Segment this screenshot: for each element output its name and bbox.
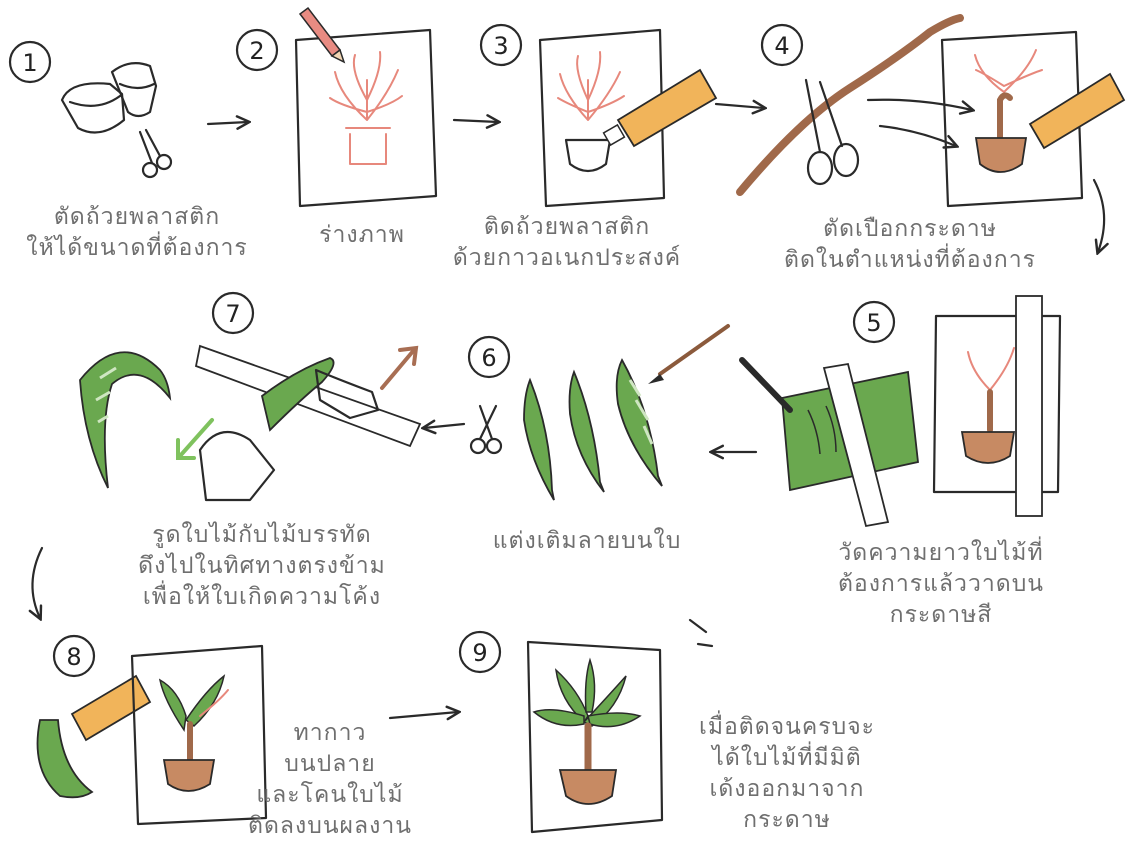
flow-arrow <box>454 120 498 122</box>
pencil-icon <box>742 360 790 410</box>
flow-arrow <box>1094 180 1104 252</box>
pull-arrow-green <box>178 420 212 458</box>
step-number-6 <box>469 337 509 377</box>
glue-tube-icon <box>72 676 150 740</box>
svg-text:6: 6 <box>481 344 497 372</box>
leaf-cutout-1 <box>524 380 554 500</box>
flow-arrow <box>32 548 42 618</box>
step-8-caption-line: ทากาว <box>293 720 367 746</box>
step-number-3 <box>481 25 521 65</box>
scissors-icon <box>471 406 501 453</box>
step-5-caption-line: วัดความยาวใบไม้ที่ <box>838 540 1044 566</box>
svg-text:3: 3 <box>493 32 509 60</box>
pop-out-marks <box>690 620 712 646</box>
step-2-caption-line: ร่างภาพ <box>319 222 405 248</box>
step-7-caption-line: เพื่อให้ใบเกิดความโค้ง <box>142 584 382 610</box>
step-7-caption <box>112 520 412 613</box>
svg-text:9: 9 <box>472 639 488 667</box>
step-number-9 <box>460 632 500 672</box>
ruler-with-hands <box>196 346 420 500</box>
step-8-caption-line: ติดลงบนผลงาน <box>248 813 412 839</box>
step-7-caption-line: รูดใบไม้กับไม้บรรทัด <box>152 522 372 548</box>
svg-text:5: 5 <box>866 309 882 337</box>
step-9-caption <box>672 712 902 836</box>
step-5-caption-line: ต้องการแล้ววาดบน <box>837 571 1045 597</box>
pencil-icon <box>300 8 344 62</box>
svg-text:2: 2 <box>249 37 265 65</box>
step-1-caption-line: ตัดถ้วยพลาสติก <box>53 204 221 230</box>
ruler-icon <box>1016 296 1042 516</box>
step-6-caption-line: แต่งเติมลายบนใบ <box>492 528 682 554</box>
step-9-caption-line: เมื่อติดจนครบจะ <box>698 714 876 740</box>
svg-text:7: 7 <box>225 300 241 328</box>
flow-arrow <box>868 100 972 110</box>
paper-bark-stick <box>740 18 960 192</box>
step-number-4 <box>762 25 802 65</box>
step-1-caption <box>2 202 272 264</box>
step-3-caption-line: ด้วยกาวอเนกประสงค์ <box>452 245 682 271</box>
step-6-caption <box>462 526 712 557</box>
step-8-caption-line: บนปลาย <box>284 751 376 777</box>
step-8-caption-line: และโคนใบไม้ <box>256 782 404 808</box>
step-4-caption <box>760 214 1060 276</box>
step-1-caption-line: ให้ได้ขนาดที่ต้องการ <box>26 235 248 261</box>
step-3-caption <box>432 212 702 274</box>
step-4-caption-line: ติดในตำแหน่งที่ต้องการ <box>784 247 1036 273</box>
step-number-2 <box>237 30 277 70</box>
step-3-caption-line: ติดถ้วยพลาสติก <box>483 214 651 240</box>
flow-arrow <box>716 104 764 108</box>
step-number-8 <box>54 636 94 676</box>
cut-cup-illustration <box>62 63 156 132</box>
step-number-1 <box>10 42 50 82</box>
flow-arrow <box>208 122 248 124</box>
glue-tube-icon <box>604 70 716 146</box>
paintbrush-icon <box>648 326 728 384</box>
step-8-caption <box>230 718 430 842</box>
sketch-paper <box>296 30 436 206</box>
step-5-caption-line: กระดาษสี <box>889 602 993 628</box>
curled-leaf <box>80 352 170 488</box>
flow-arrow <box>424 424 464 428</box>
step-number-7 <box>213 293 253 333</box>
step-4-caption-line: ตัดเปือกกระดาษ <box>823 216 997 242</box>
step-5-caption <box>806 538 1076 631</box>
leaf-cutout-2 <box>570 372 605 492</box>
svg-text:1: 1 <box>22 49 38 77</box>
step-2-caption <box>292 220 432 251</box>
svg-text:8: 8 <box>66 643 82 671</box>
step-9-caption-line: เด้งออกมาจาก <box>709 776 865 802</box>
svg-text:4: 4 <box>774 32 790 60</box>
step-number-5 <box>854 302 894 342</box>
step-7-caption-line: ดึงไปในทิศทางตรงข้าม <box>138 553 386 579</box>
scissors-icon <box>140 130 171 177</box>
pull-arrow-brown <box>382 348 416 388</box>
step-9-caption-line: ได้ใบไม้ที่มีมิติ <box>712 745 862 771</box>
step-9-caption-line: กระดาษ <box>743 807 831 833</box>
finished-artwork <box>528 642 662 832</box>
